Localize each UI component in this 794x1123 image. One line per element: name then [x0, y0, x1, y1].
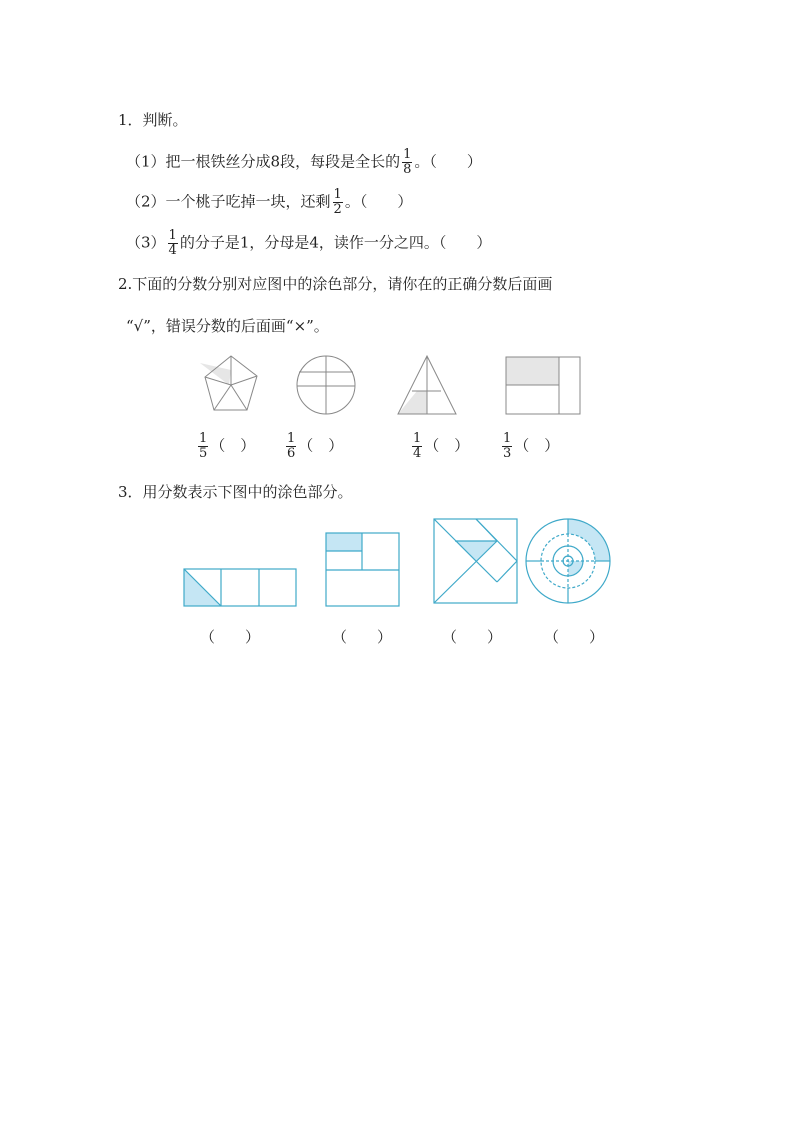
q2-instruction-line-1: 2.下面的分数分别对应图中的涂色部分，请你在的正确分数后面画 — [118, 275, 553, 293]
q3-title: 3．用分数表示下图中的涂色部分。 — [118, 483, 353, 501]
q2-answer-3 — [410, 432, 469, 461]
fraction-denominator: 6 — [287, 446, 296, 461]
q3-figure-rings — [526, 519, 610, 603]
q1-item-2-text: （2）一个桃子吃掉一块，还剩 — [126, 192, 331, 211]
triangle-shaded-part — [398, 391, 427, 414]
fraction-numerator: 1 — [287, 431, 296, 446]
rectangle-figure — [506, 357, 580, 414]
fraction-numerator: 1 — [403, 147, 412, 162]
fraction-numerator: 1 — [413, 431, 422, 446]
rectangle-shaded-part — [506, 357, 559, 385]
fraction-denominator: 8 — [403, 162, 412, 177]
q1-item-3-text: （3） — [126, 233, 166, 252]
fraction — [502, 432, 512, 461]
fraction-denominator: 2 — [333, 202, 342, 217]
fraction — [198, 432, 208, 461]
q1-item-1-text: （1）把一根铁丝分成8段，每段是全长的 — [126, 152, 401, 171]
pentagon-figure — [200, 356, 257, 410]
q3-figure-tangram — [434, 519, 517, 603]
answer-blank[interactable]: （ ） — [424, 436, 470, 455]
q1-item-1-blank[interactable]: 。（ ） — [414, 152, 482, 171]
fraction-denominator: 5 — [199, 446, 208, 461]
circle-figure — [297, 356, 355, 414]
fraction-numerator: 1 — [503, 431, 512, 446]
q1-title: 1．判断。 — [118, 111, 188, 129]
pentagon-shaded-part — [200, 363, 231, 385]
answer-blank[interactable]: （ ） — [298, 436, 344, 455]
answer-blank[interactable]: （ ） — [514, 436, 560, 455]
q3-figure-square — [326, 533, 399, 606]
q1-item-3-blank[interactable]: 的分子是1，分母是4，读作一分之四。（ ） — [179, 233, 492, 252]
q2-answer-4 — [500, 432, 559, 461]
square-shaded-part — [326, 533, 362, 551]
q2-answer-1 — [196, 432, 255, 461]
q2-instruction-line-2: “√”，错误分数的后面画“×”。 — [126, 317, 329, 335]
fraction — [412, 432, 422, 461]
answer-blank[interactable]: （ ） — [210, 436, 256, 455]
tangram-shaded-triangle — [455, 541, 497, 562]
fraction-denominator: 3 — [503, 446, 512, 461]
triangle-figure — [398, 356, 456, 414]
q3-blank-3[interactable]: （ ） — [442, 628, 503, 646]
q3-blank-2[interactable]: （ ） — [332, 628, 393, 646]
fraction-denominator: 4 — [413, 446, 422, 461]
fraction-numerator: 1 — [199, 431, 208, 446]
fraction-numerator: 1 — [168, 228, 177, 243]
q3-blank-4[interactable]: （ ） — [544, 628, 605, 646]
q3-blank-1[interactable]: （ ） — [200, 628, 261, 646]
q3-figure-strip — [184, 569, 296, 606]
fraction-denominator: 4 — [168, 243, 177, 258]
fraction — [286, 432, 296, 461]
q2-answer-2 — [284, 432, 343, 461]
q1-item-2-blank[interactable]: 。（ ） — [344, 192, 413, 211]
fraction-numerator: 1 — [333, 187, 342, 202]
